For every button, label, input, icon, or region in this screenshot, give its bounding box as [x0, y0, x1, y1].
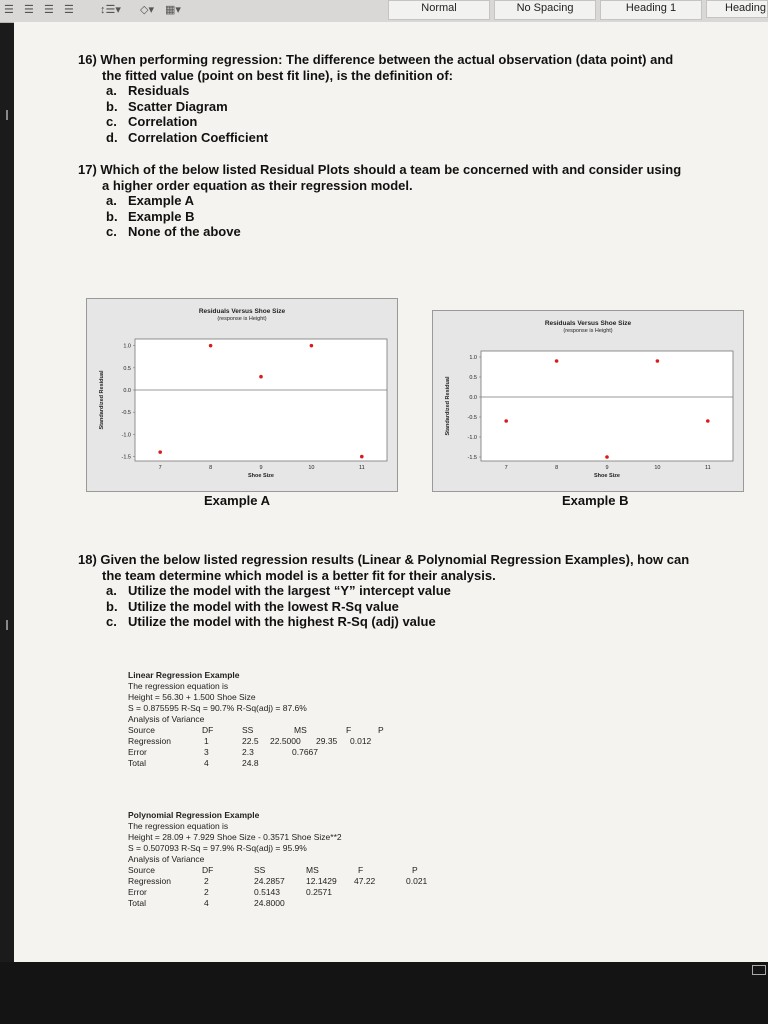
- question-17: [78, 162, 758, 240]
- cell-ms: 0.7667: [292, 747, 318, 757]
- x-tick-label: 8: [555, 465, 559, 471]
- col-df: DF: [202, 865, 214, 875]
- x-tick-label: 10: [654, 465, 661, 471]
- option-c: [78, 224, 758, 240]
- option-text: Correlation: [128, 114, 198, 129]
- cell-df: 1: [204, 736, 209, 746]
- data-point: [706, 419, 710, 423]
- y-tick-label: 1.0: [469, 355, 477, 361]
- margin-marker: [6, 620, 8, 630]
- anova-header-row: [128, 865, 468, 876]
- y-tick-label: 0.0: [123, 388, 131, 395]
- cell-ss: 0.5143: [254, 887, 280, 897]
- option-letter: c.: [106, 614, 117, 629]
- style-no-spacing[interactable]: No Spacing: [494, 0, 596, 20]
- option-letter: c.: [106, 224, 117, 239]
- y-tick-label: 1.0: [123, 343, 131, 350]
- x-tick-label: 9: [259, 465, 263, 471]
- col-f: F: [358, 865, 364, 875]
- x-tick-label: 11: [358, 465, 365, 471]
- linear-heading: Linear Regression Example: [128, 670, 240, 680]
- option-b: [78, 99, 758, 115]
- cell-f: 47.22: [354, 876, 376, 886]
- option-text: Example B: [128, 208, 195, 224]
- anova-row: [128, 898, 468, 909]
- col-ms: MS: [306, 865, 319, 875]
- cell-source: Error: [128, 887, 147, 897]
- margin-marker: [6, 110, 8, 120]
- cell-ss: 24.8: [242, 758, 259, 768]
- y-tick-label: 0.5: [123, 365, 131, 372]
- option-text: Utilize the model with the lowest R-Sq value: [128, 598, 399, 614]
- col-ss: SS: [242, 725, 254, 735]
- data-point: [209, 344, 213, 348]
- poly-anova-label: Analysis of Variance: [128, 854, 205, 864]
- y-tick-label: 0.0: [469, 395, 477, 401]
- poly-fit-stats: S = 0.507093 R-Sq = 97.9% R-Sq(adj) = 95.9%: [128, 843, 307, 853]
- col-df: DF: [202, 725, 214, 735]
- cell-ss: 2.3: [242, 747, 254, 757]
- chart-subtitle: (response is Height): [217, 316, 267, 322]
- option-text: Residuals: [128, 83, 190, 98]
- residual-plot-a: [86, 298, 398, 492]
- question-18-title: 18) Given the below listed regression results (Linear & Polynomial Regression Examples), how can: [78, 552, 690, 567]
- cell-df: 2: [204, 887, 209, 897]
- residual-plot-b: [432, 310, 744, 492]
- chart-title: Residuals Versus Shoe Size: [544, 320, 632, 327]
- y-tick-label: -1.0: [467, 435, 477, 441]
- x-tick-label: 9: [605, 465, 609, 471]
- col-p: P: [412, 865, 418, 875]
- option-letter: c.: [106, 114, 117, 129]
- cell-ss: 24.2857: [254, 876, 285, 886]
- anova-row: [128, 758, 428, 769]
- cell-df: 2: [204, 876, 209, 886]
- x-axis-label: Shoe Size: [248, 473, 274, 479]
- linear-regression-output: [128, 670, 428, 769]
- cell-df: 4: [204, 898, 209, 908]
- col-source: Source: [128, 865, 155, 875]
- linear-line: The regression equation is: [128, 681, 229, 691]
- cell-df: 4: [204, 758, 209, 768]
- anova-row: [128, 876, 468, 887]
- option-letter: a.: [106, 83, 117, 98]
- x-tick-label: 7: [504, 465, 508, 471]
- x-tick-label: 10: [308, 465, 315, 471]
- data-point: [504, 419, 508, 423]
- chart-subtitle: (response is Height): [563, 328, 613, 334]
- residual-plot-b-svg: [433, 311, 743, 491]
- col-ms: MS: [294, 725, 307, 735]
- option-c: [78, 114, 758, 130]
- option-d: [78, 130, 758, 146]
- option-text: Scatter Diagram: [128, 98, 228, 114]
- col-f: F: [346, 725, 352, 735]
- cell-source: Regression: [128, 736, 171, 746]
- data-point: [605, 455, 609, 459]
- data-point: [555, 359, 559, 363]
- cell-p: 0.021: [406, 876, 428, 886]
- option-a: [78, 583, 762, 599]
- option-text: Correlation Coefficient: [128, 129, 269, 145]
- col-source: Source: [128, 725, 155, 735]
- poly-equation: Height = 28.09 + 7.929 Shoe Size - 0.3571 Shoe Size**2: [128, 832, 342, 842]
- screen-bezel: [0, 962, 768, 1024]
- option-letter: a.: [106, 583, 117, 598]
- data-point: [158, 450, 162, 454]
- option-b: [78, 599, 762, 615]
- question-17-title-cont: a higher order equation as their regression model.: [102, 177, 413, 193]
- cell-ss: 22.5: [242, 736, 259, 746]
- question-18: [78, 552, 762, 630]
- question-16-title: 16) When performing regression: The difference between the actual observation (data point) and: [78, 52, 674, 67]
- option-letter: d.: [106, 129, 118, 145]
- option-letter: a.: [106, 193, 117, 208]
- y-tick-label: -1.5: [121, 454, 131, 461]
- window-icon: [752, 965, 766, 975]
- col-ss: SS: [254, 865, 266, 875]
- cell-source: Total: [128, 758, 146, 768]
- option-letter: b.: [106, 98, 118, 114]
- x-axis-label: Shoe Size: [594, 473, 620, 479]
- data-point: [310, 344, 314, 348]
- polynomial-regression-output: [128, 810, 468, 909]
- ribbon-toolbar: [0, 0, 768, 23]
- plot-area: [135, 339, 387, 461]
- option-a: [78, 193, 758, 209]
- align-right-icon[interactable]: ☰: [44, 4, 54, 16]
- cell-f: 29.35: [316, 736, 338, 746]
- plot-area: [481, 351, 733, 461]
- cell-ss: 24.8000: [254, 898, 285, 908]
- question-16-title-cont: the fitted value (point on best fit line), is the definition of:: [102, 67, 453, 83]
- anova-row: [128, 747, 428, 758]
- option-letter: b.: [106, 598, 118, 614]
- linear-anova-label: Analysis of Variance: [128, 714, 205, 724]
- option-letter: b.: [106, 208, 118, 224]
- y-tick-label: -1.0: [121, 432, 131, 439]
- cell-p: 0.012: [350, 736, 372, 746]
- poly-line: The regression equation is: [128, 821, 229, 831]
- chart-title: Residuals Versus Shoe Size: [198, 308, 286, 315]
- x-tick-label: 7: [158, 465, 162, 471]
- cell-ms: 0.2571: [306, 887, 332, 897]
- question-17-title: 17) Which of the below listed Residual Plots should a team be concerned with and consider using: [78, 162, 682, 177]
- x-tick-label: 8: [209, 465, 213, 471]
- data-point: [259, 375, 263, 379]
- chart-caption-a: Example A: [204, 493, 270, 508]
- y-tick-label: -1.5: [467, 455, 477, 461]
- option-text: Utilize the model with the largest “Y” intercept value: [128, 583, 451, 598]
- y-tick-label: 0.5: [469, 375, 477, 381]
- linear-equation: Height = 56.30 + 1.500 Shoe Size: [128, 692, 256, 702]
- y-tick-label: -0.5: [467, 415, 477, 421]
- option-text: Utilize the model with the highest R-Sq (adj) value: [128, 614, 436, 629]
- y-axis-label: Standardized Residual: [99, 370, 105, 430]
- cell-source: Error: [128, 747, 147, 757]
- option-a: [78, 83, 758, 99]
- poly-heading: Polynomial Regression Example: [128, 810, 260, 820]
- question-18-title-cont: the team determine which model is a better fit for their analysis.: [102, 567, 496, 583]
- residual-plot-a-svg: [87, 299, 397, 491]
- option-text: None of the above: [128, 224, 241, 239]
- data-point: [360, 455, 364, 459]
- linear-fit-stats: S = 0.875595 R-Sq = 90.7% R-Sq(adj) = 87.6%: [128, 703, 307, 713]
- align-left-icon[interactable]: ☰: [4, 4, 14, 16]
- chart-caption-b: Example B: [562, 493, 629, 508]
- align-justify-icon[interactable]: ☰: [64, 4, 74, 16]
- y-axis-label: Standardized Residual: [445, 376, 451, 436]
- cell-source: Total: [128, 898, 146, 908]
- cell-ms: 12.1429: [306, 876, 337, 886]
- option-c: [78, 614, 762, 630]
- style-normal[interactable]: Normal: [388, 0, 490, 20]
- style-heading[interactable]: Heading: [706, 0, 768, 18]
- style-heading-1[interactable]: Heading 1: [600, 0, 702, 20]
- anova-header-row: [128, 725, 428, 736]
- line-spacing-icon[interactable]: ↕☰▾: [100, 4, 121, 16]
- shading-icon[interactable]: ◇▾: [140, 4, 154, 16]
- cell-source: Regression: [128, 876, 171, 886]
- anova-row: [128, 736, 428, 747]
- cell-ms: 22.5000: [270, 736, 301, 746]
- align-center-icon[interactable]: ☰: [24, 4, 34, 16]
- cell-df: 3: [204, 747, 209, 757]
- y-tick-label: -0.5: [121, 410, 131, 417]
- document-page: [14, 22, 768, 962]
- col-p: P: [378, 725, 384, 735]
- option-text: Example A: [128, 193, 194, 208]
- anova-row: [128, 887, 468, 898]
- question-16: [78, 52, 758, 145]
- data-point: [656, 359, 660, 363]
- x-tick-label: 11: [704, 465, 711, 471]
- option-b: [78, 209, 758, 225]
- borders-icon[interactable]: ▦▾: [165, 4, 181, 16]
